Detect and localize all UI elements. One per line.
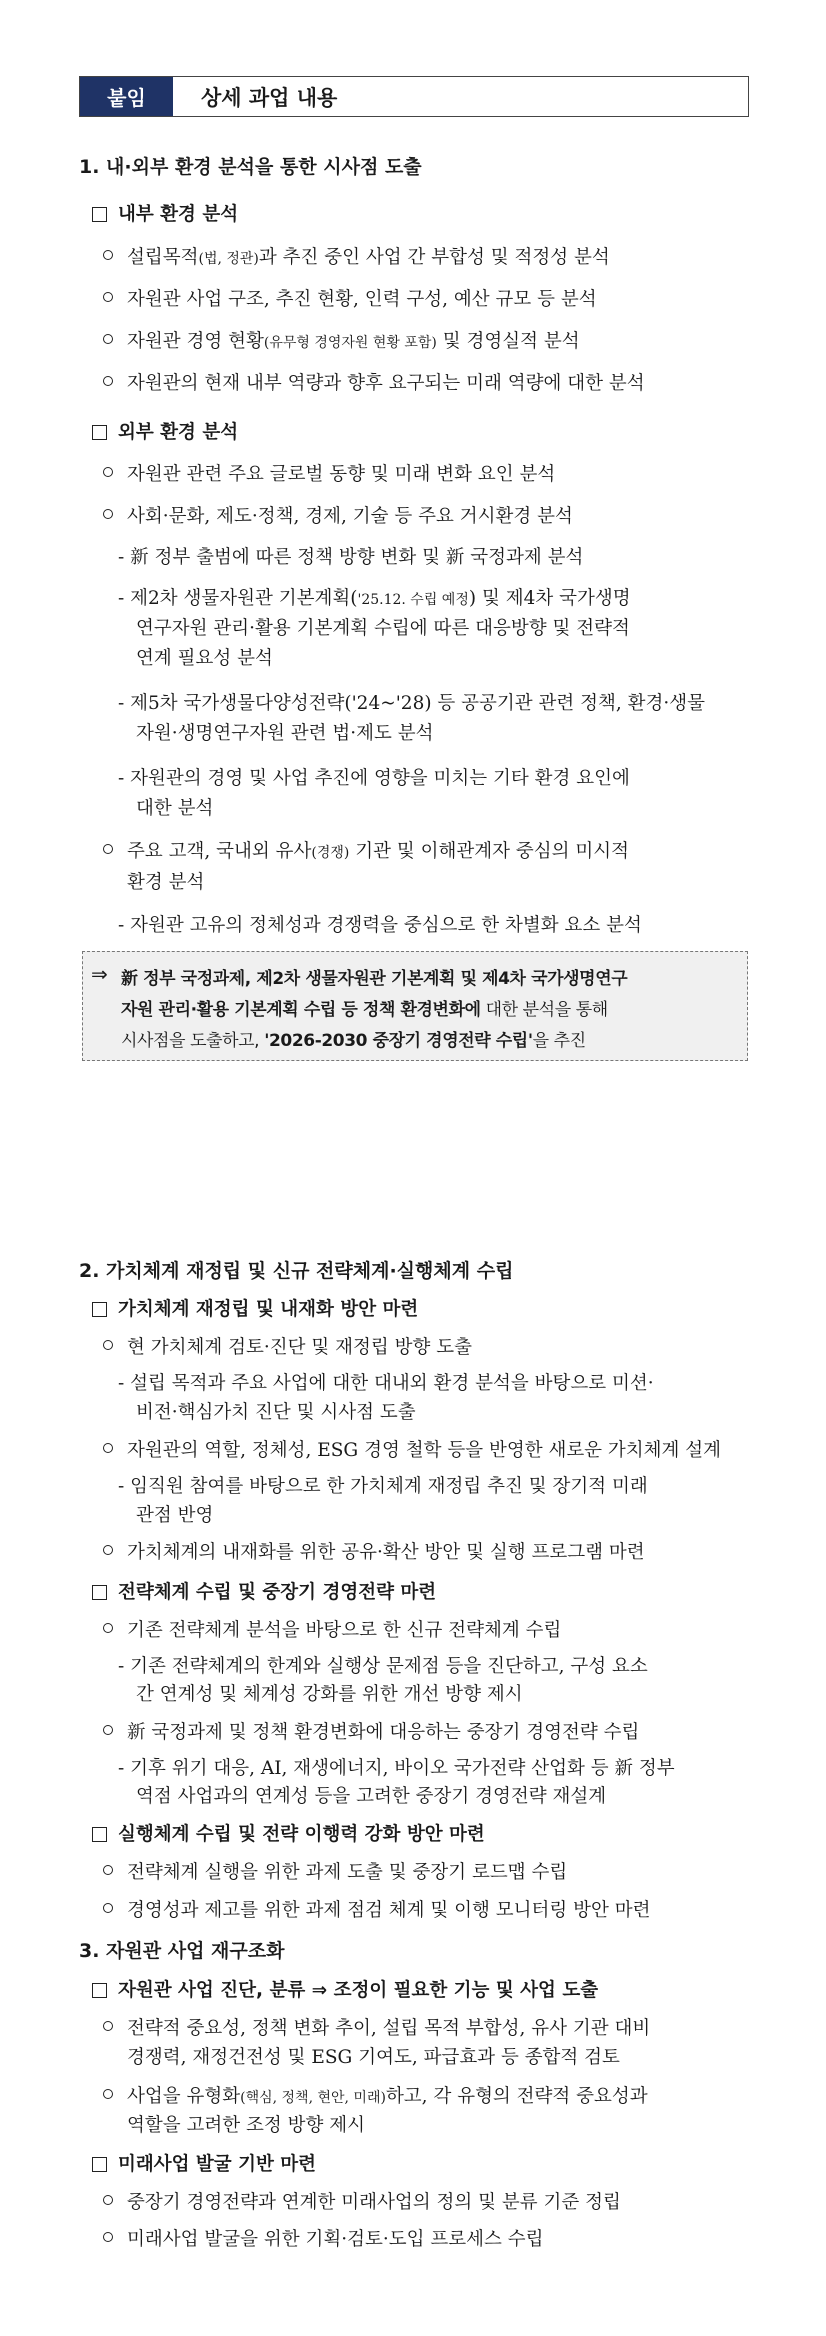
list-item-continuation: 역할을 고려한 조정 방향 제시 (127, 2115, 365, 2136)
sub-item-continuation: 연계 필요성 분석 (136, 648, 273, 669)
checkbox-square-icon (92, 425, 107, 440)
sub-item-continuation: 대한 분석 (136, 798, 214, 819)
sub-item: - 설립 목적과 주요 사업에 대한 대내외 환경 분석을 바탕으로 미션· (118, 1373, 654, 1394)
circle-bullet-icon (103, 334, 113, 344)
business-diagnosis-heading: 자원관 사업 진단, 분류 ⇒ 조정이 필요한 기능 및 사업 도출 (92, 1976, 598, 2002)
checkbox-square-icon (92, 1983, 107, 1998)
circle-bullet-icon (103, 844, 113, 854)
list-item: 전략체계 실행을 위한 과제 도출 및 중장기 로드맵 수립 (103, 1858, 567, 1884)
sub-item: - 기후 위기 대응, AI, 재생에너지, 바이오 국가전략 산업화 등 新 정부 (118, 1758, 675, 1779)
circle-bullet-icon (103, 1545, 113, 1555)
checkbox-square-icon (92, 2157, 107, 2172)
sub-item: - 제2차 생물자원관 기본계획('25.12. 수립 예정) 및 제4차 국가생명 (118, 588, 631, 609)
circle-bullet-icon (103, 509, 113, 519)
list-item: 新 국정과제 및 정책 환경변화에 대응하는 중장기 경영전략 수립 (103, 1718, 639, 1744)
circle-bullet-icon (103, 467, 113, 477)
sub-item: - 임직원 참여를 바탕으로 한 가치체계 재정립 추진 및 장기적 미래 (118, 1476, 648, 1497)
circle-bullet-icon (103, 2089, 113, 2099)
list-item: 주요 고객, 국내외 유사(경쟁) 기관 및 이해관계자 중심의 미시적 (103, 837, 629, 863)
sub-item: - 기존 전략체계의 한계와 실행상 문제점 등을 진단하고, 구성 요소 (118, 1656, 648, 1677)
future-business-heading: 미래사업 발굴 기반 마련 (92, 2150, 316, 2176)
list-item: 사회·문화, 제도·정책, 경제, 기술 등 주요 거시환경 분석 (103, 502, 573, 528)
list-item: 설립목적(법, 정관)과 추진 중인 사업 간 부합성 및 적정성 분석 (103, 243, 610, 269)
circle-bullet-icon (103, 2232, 113, 2242)
list-item: 전략적 중요성, 정책 변화 추이, 설립 목적 부합성, 유사 기관 대비 (103, 2014, 650, 2040)
attachment-tag: 붙임 (80, 77, 173, 116)
sub-item-continuation: 비전·핵심가치 진단 및 시사점 도출 (136, 1402, 416, 1423)
list-item: 경영성과 제고를 위한 과제 점검 체계 및 이행 모니터링 방안 마련 (103, 1896, 650, 1922)
circle-bullet-icon (103, 376, 113, 386)
checkbox-square-icon (92, 1827, 107, 1842)
circle-bullet-icon (103, 2195, 113, 2205)
checkbox-square-icon (92, 207, 107, 222)
circle-bullet-icon (103, 1903, 113, 1913)
circle-bullet-icon (103, 1340, 113, 1350)
external-analysis-heading: 외부 환경 분석 (92, 418, 238, 444)
sub-item-continuation: 역점 사업과의 연계성 등을 고려한 중장기 경영전략 재설계 (136, 1786, 607, 1807)
strategy-heading: 전략체계 수립 및 중장기 경영전략 마련 (92, 1578, 436, 1604)
sub-item-continuation: 간 연계성 및 체계성 강화를 위한 개선 방향 제시 (136, 1684, 523, 1705)
circle-bullet-icon (103, 250, 113, 260)
section-2-heading: 2. 가치체계 재정립 및 신규 전략체계·실행체계 수립 (79, 1260, 514, 1282)
list-item: 가치체계의 내재화를 위한 공유·확산 방안 및 실행 프로그램 마련 (103, 1538, 645, 1564)
checkbox-square-icon (92, 1302, 107, 1317)
sub-item-continuation: 자원·생명연구자원 관련 법·제도 분석 (136, 723, 434, 744)
sub-item-continuation: 관점 반영 (136, 1505, 214, 1526)
circle-bullet-icon (103, 1865, 113, 1875)
circle-bullet-icon (103, 1623, 113, 1633)
page-title: 상세 과업 내용 (201, 85, 338, 110)
title-bar (79, 76, 749, 117)
summary-line-2: 자원 관리·활용 기본계획 수립 등 정책 환경변화에 대한 분석을 통해 (121, 1000, 608, 1020)
circle-bullet-icon (103, 2021, 113, 2031)
sub-item: - 자원관의 경영 및 사업 추진에 영향을 미치는 기타 환경 요인에 (118, 768, 630, 789)
list-item-continuation: 환경 분석 (127, 872, 205, 893)
execution-heading: 실행체계 수립 및 전략 이행력 강화 방안 마련 (92, 1820, 485, 1846)
list-item: 자원관의 현재 내부 역량과 향후 요구되는 미래 역량에 대한 분석 (103, 369, 645, 395)
list-item: 미래사업 발굴을 위한 기획·검토·도입 프로세스 수립 (103, 2225, 543, 2251)
value-system-heading: 가치체계 재정립 및 내재화 방안 마련 (92, 1295, 418, 1321)
list-item: 자원관 사업 구조, 추진 현황, 인력 구성, 예산 규모 등 분석 (103, 285, 597, 311)
right-arrow-icon: ⇒ (91, 962, 108, 986)
summary-line-1: 新 정부 국정과제, 제2차 생물자원관 기본계획 및 제4차 국가생명연구 (121, 969, 628, 989)
sub-item: - 新 정부 출범에 따른 정책 방향 변화 및 新 국정과제 분석 (118, 547, 584, 568)
section-1-heading: 1. 내·외부 환경 분석을 통한 시사점 도출 (79, 156, 422, 178)
section-3-heading: 3. 자원관 사업 재구조화 (79, 1940, 285, 1962)
checkbox-square-icon (92, 1585, 107, 1600)
list-item: 자원관 경영 현황(유무형 경영자원 현황 포함) 및 경영실적 분석 (103, 327, 580, 353)
list-item: 자원관의 역할, 정체성, ESG 경영 철학 등을 반영한 새로운 가치체계 설계 (103, 1436, 721, 1462)
list-item: 자원관 관련 주요 글로벌 동향 및 미래 변화 요인 분석 (103, 460, 555, 486)
circle-bullet-icon (103, 292, 113, 302)
summary-line-3: 시사점을 도출하고, '2026-2030 중장기 경영전략 수립'을 추진 (121, 1031, 586, 1051)
circle-bullet-icon (103, 1443, 113, 1453)
sub-item: - 제5차 국가생물다양성전략('24~'28) 등 공공기관 관련 정책, 환경·생물 (118, 693, 706, 714)
sub-item: - 자원관 고유의 정체성과 경쟁력을 중심으로 한 차별화 요소 분석 (118, 915, 642, 936)
summary-box (82, 951, 748, 1061)
list-item-continuation: 경쟁력, 재정건전성 및 ESG 기여도, 파급효과 등 종합적 검토 (127, 2047, 620, 2068)
list-item: 기존 전략체계 분석을 바탕으로 한 신규 전략체계 수립 (103, 1616, 561, 1642)
list-item: 사업을 유형화(핵심, 정책, 현안, 미래)하고, 각 유형의 전략적 중요성과 (103, 2082, 648, 2108)
list-item: 중장기 경영전략과 연계한 미래사업의 정의 및 분류 기준 정립 (103, 2188, 621, 2214)
circle-bullet-icon (103, 1725, 113, 1735)
internal-analysis-heading: 내부 환경 분석 (92, 200, 238, 226)
list-item: 현 가치체계 검토·진단 및 재정립 방향 도출 (103, 1333, 472, 1359)
sub-item-continuation: 연구자원 관리·활용 기본계획 수립에 따른 대응방향 및 전략적 (136, 618, 630, 639)
